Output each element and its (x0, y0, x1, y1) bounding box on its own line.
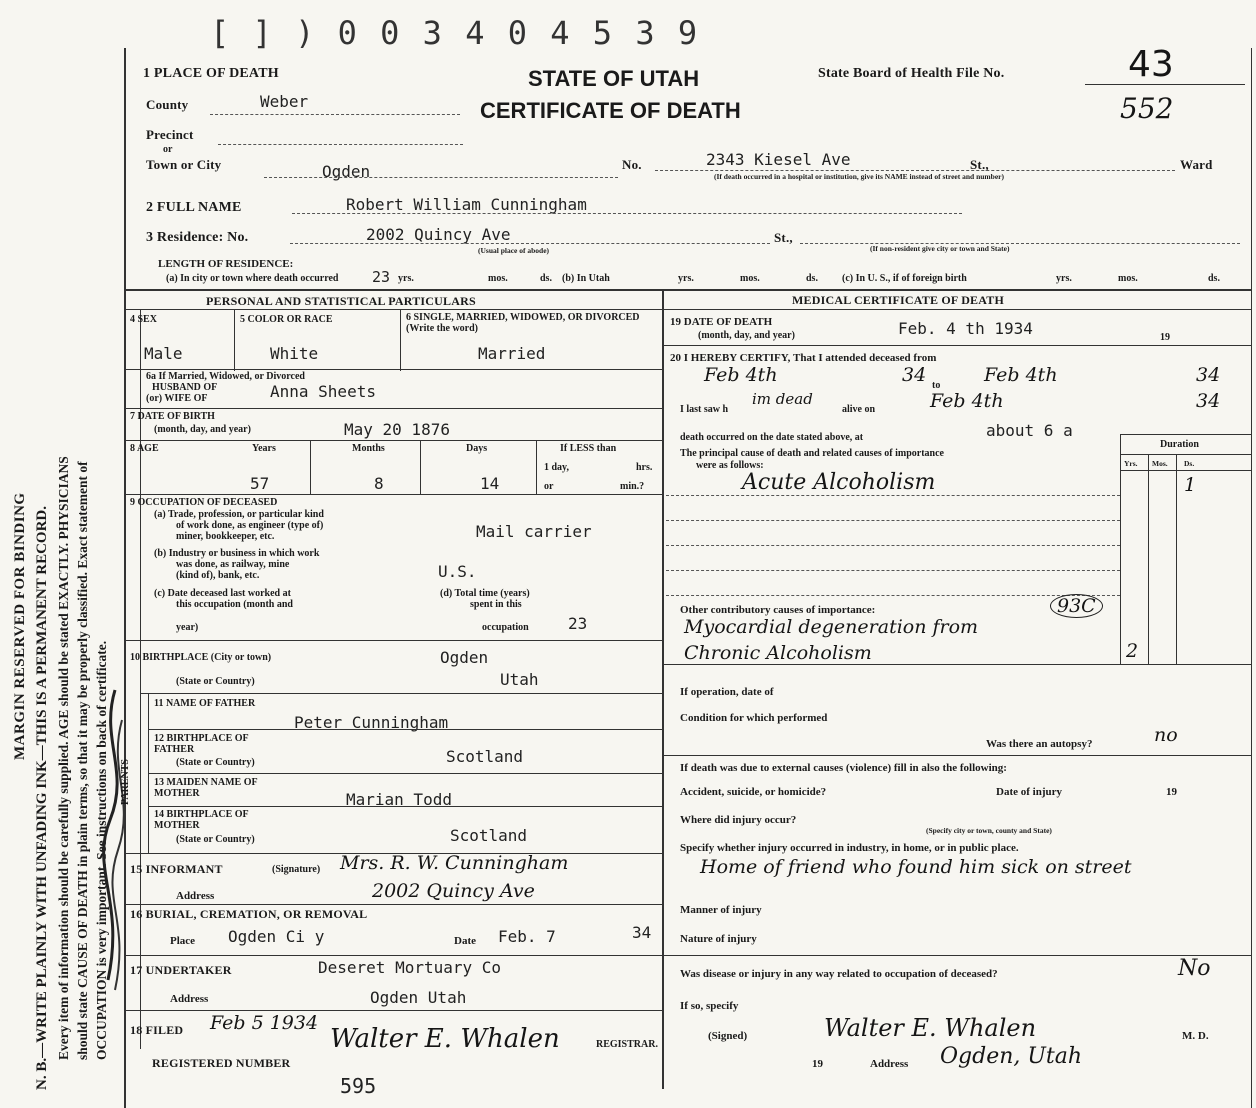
occupation-heading: 9 OCCUPATION OF DECEASED (130, 497, 278, 508)
related-value: No (1178, 956, 1211, 981)
residence-street-label: St., (774, 230, 793, 245)
or-label: or (163, 144, 173, 155)
county-label: County (146, 97, 189, 112)
age-days-label: Days (466, 443, 488, 454)
serial-number: [ ] ) 0 0 3 4 0 4 5 3 9 (210, 14, 700, 52)
residence-b-yrs: yrs. (678, 273, 694, 284)
occ-d-line3: occupation (482, 622, 529, 633)
hospital-note: (If death occurred in a hospital or institution, give its NAME instead of street and number) (714, 172, 1005, 181)
cause-label-1: The principal cause of death and related causes of importance (680, 448, 944, 459)
age-months-value: 8 (374, 474, 384, 493)
last-saw-mid: im dead (752, 390, 813, 408)
street-label: St., (970, 157, 989, 172)
injury-date-19: 19 (1166, 786, 1177, 798)
industry-value: U.S. (438, 562, 477, 581)
undertaker-address-label: Address (170, 993, 209, 1005)
last-saw-date: Feb 4th (930, 390, 1004, 412)
age-years-value: 57 (250, 474, 270, 493)
father-name-label: 11 NAME OF FATHER (154, 698, 256, 709)
last-saw-year: 34 (1196, 390, 1221, 412)
occ-b-line1: (b) Industry or business in which work (154, 548, 320, 559)
color-label: 5 COLOR OR RACE (240, 314, 333, 325)
burial-label: 16 BURIAL, CREMATION, OR REMOVAL (130, 907, 368, 921)
residence-a-years: 23 (372, 268, 391, 286)
dob-sub: (month, day, and year) (154, 424, 251, 435)
principal-cause-days: 1 (1184, 474, 1197, 496)
informant-label: 15 INFORMANT (130, 862, 223, 876)
sex-label: 4 SEX (130, 314, 157, 325)
specify-label: Specify whether injury occurred in industry, in home, or in public place. (680, 842, 1019, 854)
specify-value: Home of friend who found him sick on street (700, 856, 1132, 878)
occupation-years-value: 23 (568, 614, 588, 633)
place-of-death-heading: 1 PLACE OF DEATH (143, 66, 279, 81)
street-no-label: No. (622, 157, 642, 172)
residence-a-mos: mos. (488, 273, 508, 284)
dob-value: May 20 1876 (344, 420, 450, 439)
nonresident-note: (If non-resident give city or town and State) (870, 244, 1010, 253)
frame-left (124, 48, 126, 1108)
occ-a-line1: (a) Trade, profession, or particular kind (154, 509, 324, 520)
sex-value: Male (144, 344, 183, 363)
length-residence-label: LENGTH OF RESIDENCE: (158, 258, 294, 270)
residence-c-mos: mos. (1118, 273, 1138, 284)
residence-a-yrs: yrs. (398, 273, 414, 284)
to-label: to (932, 380, 941, 391)
age-years-label: Years (252, 443, 276, 454)
margin-signature-scrawl (90, 680, 140, 1000)
condition-label: Condition for which performed (680, 712, 828, 724)
other-cause-1: Myocardial degeneration from (684, 616, 979, 638)
attended-from-year: 34 (902, 364, 927, 386)
operation-label: If operation, date of (680, 686, 774, 698)
alive-on-label: alive on (842, 404, 876, 415)
undertaker-label: 17 UNDERTAKER (130, 963, 232, 977)
autopsy-label: Was there an autopsy? (986, 738, 1093, 750)
principal-cause: Acute Alcoholism (742, 470, 936, 495)
physician-address-label: Address (870, 1058, 909, 1070)
registered-number: 595 (340, 1074, 377, 1098)
undertaker-address: Ogden Utah (370, 988, 467, 1007)
registrar-signature: Walter E. Whalen (330, 1024, 560, 1054)
precinct-label: Precinct (146, 127, 194, 142)
father-birthplace-label: 12 BIRTHPLACE OF FATHER (154, 733, 249, 755)
full-name-value: Robert William Cunningham (346, 195, 587, 214)
signed-label: (Signed) (708, 1030, 748, 1042)
hrs-label: hrs. (636, 462, 653, 473)
occ-b-line2: was done, as railway, mine (176, 559, 290, 570)
father-birthplace: Scotland (446, 747, 524, 766)
father-name: Peter Cunningham (294, 713, 449, 732)
attended-to: Feb 4th (984, 364, 1058, 386)
duration-mos: Mos. (1152, 459, 1168, 468)
if-so-label: If so, specify (680, 1000, 739, 1012)
county-value: Weber (260, 92, 309, 111)
residence-a-label: (a) In city or town where death occurred (166, 273, 339, 284)
state-title: STATE OF UTAH (528, 66, 700, 91)
burial-place: Ogden Ci y (228, 927, 325, 946)
birthplace-state: Utah (500, 670, 539, 689)
external-label: If death was due to external causes (violence) fill in also the following: (680, 762, 1007, 774)
residence-b-label: (b) In Utah (562, 273, 610, 284)
mother-birthplace: Scotland (450, 826, 528, 845)
file-sub-number: 552 (1120, 92, 1174, 125)
where-sub: (Specify city or town, county and State) (926, 826, 1052, 835)
time-of-death: about 6 a (986, 421, 1073, 440)
injury-date-label: Date of injury (996, 786, 1062, 798)
informant-address-label: Address (176, 890, 215, 902)
manner-label: Manner of injury (680, 904, 762, 916)
occ-c-line2: this occupation (month and (176, 599, 293, 610)
mother-name-label: 13 MAIDEN NAME OF MOTHER (154, 777, 258, 799)
occurred-label: death occurred on the date stated above, at (680, 432, 864, 443)
age-months-label: Months (352, 443, 385, 454)
burial-year: 34 (632, 923, 652, 942)
physician-19: 19 (812, 1058, 823, 1070)
dob-label: 7 DATE OF BIRTH (130, 411, 215, 422)
age-label: 8 AGE (130, 443, 159, 454)
residence-b-mos: mos. (740, 273, 760, 284)
signature-label: (Signature) (272, 864, 321, 875)
physician-address: Ogden, Utah (940, 1044, 1083, 1069)
occupation-value: Mail carrier (476, 522, 592, 541)
mother-birthplace-label: 14 BIRTHPLACE OF MOTHER (154, 809, 249, 831)
date-of-death-label: 19 DATE OF DEATH (670, 316, 773, 328)
marital-value: Married (478, 344, 546, 363)
less-than-label: If LESS than (560, 443, 617, 454)
nb-instruction: N. B.—WRITE PLAINLY WITH UNFADING INK—THIS IS A PERMANENT RECORD. (34, 506, 50, 1090)
filed-value: Feb 5 1934 (210, 1012, 319, 1034)
medical-heading: MEDICAL CERTIFICATE OF DEATH (792, 293, 1004, 307)
last-saw-label: I last saw h (680, 404, 729, 415)
father-birthplace-sub: (State or Country) (176, 757, 255, 768)
instruction-line-3: OCCUPATION is very important. See instructions on back of certificate. (94, 640, 109, 1060)
birthplace-city: Ogden (440, 648, 489, 667)
other-causes-label: Other contributory causes of importance: (680, 604, 876, 616)
birthplace-label: 10 BIRTHPLACE (City or town) (130, 652, 272, 663)
filed-label: 18 FILED (130, 1023, 184, 1037)
cause-code: 93C (1050, 594, 1103, 618)
undertaker-value: Deseret Mortuary Co (318, 958, 502, 977)
other-cause-years: 2 (1126, 640, 1139, 662)
burial-place-label: Place (170, 935, 196, 947)
death-address: 2343 Kiesel Ave (706, 150, 851, 169)
occ-d-line1: (d) Total time (years) (440, 588, 530, 599)
burial-date-label: Date (454, 935, 476, 947)
certify-label: 20 I HEREBY CERTIFY, That I attended deceased from (670, 352, 937, 364)
burial-date: Feb. 7 (498, 927, 556, 946)
related-label: Was disease or injury in any way related to occupation of deceased? (680, 968, 998, 980)
mother-birthplace-sub: (State or Country) (176, 834, 255, 845)
spouse-label-3: (or) WIFE OF (146, 393, 208, 404)
usual-abode-note: (Usual place of abode) (478, 246, 550, 255)
date-of-death-19: 19 (1160, 332, 1170, 343)
residence-b-ds: ds. (806, 273, 818, 284)
informant-signature: Mrs. R. W. Cunningham (340, 852, 569, 874)
spouse-value: Anna Sheets (270, 382, 376, 401)
occ-c-line1: (c) Date deceased last worked at (154, 588, 291, 599)
date-of-death: Feb. 4 th 1934 (898, 319, 1033, 338)
birthplace-state-label: (State or Country) (176, 676, 255, 687)
file-number: 43 (1128, 44, 1174, 85)
residence-value: 2002 Quincy Ave (366, 225, 511, 244)
residence-label: 3 Residence: No. (146, 230, 249, 245)
duration-yrs: Yrs. (1124, 459, 1138, 468)
instruction-line-1: Every item of information should be carefully supplied. AGE should be stated EXACTLY. PHYSICIANS (56, 456, 71, 1060)
date-of-death-sub: (month, day, and year) (698, 330, 795, 341)
md-label: M. D. (1182, 1030, 1209, 1042)
informant-address: 2002 Quincy Ave (372, 880, 535, 902)
parents-label: PARENTS (120, 759, 131, 805)
occ-b-line3: (kind of), bank, etc. (176, 570, 260, 581)
town-label: Town or City (146, 157, 222, 172)
full-name-label: 2 FULL NAME (146, 200, 242, 215)
color-value: White (270, 344, 319, 363)
nature-label: Nature of injury (680, 933, 757, 945)
occ-c-line3: year) (176, 622, 199, 633)
instruction-line-2: should state CAUSE OF DEATH in plain terms, so that it may be properly classified. Exact statement of (75, 461, 90, 1060)
residence-c-label: (c) In U. S., if of foreign birth (842, 273, 967, 284)
residence-c-ds: ds. (1208, 273, 1220, 284)
occ-a-line2: of work done, as engineer (type of) (176, 520, 324, 531)
certificate-title: CERTIFICATE OF DEATH (480, 98, 741, 123)
cause-label-2: were as follows: (696, 460, 764, 471)
residence-a-ds: ds. (540, 273, 552, 284)
or-min-label: or (544, 481, 554, 492)
marital-label: 6 SINGLE, MARRIED, WIDOWED, OR DIVORCED (Write the word) (406, 312, 640, 334)
spouse-label-1: 6a If Married, Widowed, or Divorced (146, 371, 305, 382)
binding-margin-text: MARGIN RESERVED FOR BINDING (12, 492, 28, 760)
duration-ds: Ds. (1184, 459, 1195, 468)
duration-label: Duration (1160, 439, 1199, 450)
accident-label: Accident, suicide, or homicide? (680, 786, 827, 798)
spouse-label-2: HUSBAND OF (152, 382, 218, 393)
min-label: min.? (620, 481, 645, 492)
occ-a-line3: miner, bookkeeper, etc. (176, 531, 275, 542)
town-value: Ogden (322, 162, 371, 181)
attended-to-year: 34 (1196, 364, 1221, 386)
autopsy-value: no (1154, 724, 1178, 746)
file-number-label: State Board of Health File No. (818, 66, 1005, 81)
mother-name: Marian Todd (346, 790, 452, 809)
other-cause-2: Chronic Alcoholism (684, 642, 872, 664)
registrar-label: REGISTRAR. (596, 1039, 658, 1050)
physician-signature: Walter E. Whalen (824, 1014, 1037, 1042)
residence-c-yrs: yrs. (1056, 273, 1072, 284)
occ-d-line2: spent in this (470, 599, 522, 610)
center-divider (662, 289, 664, 1089)
attended-from: Feb 4th (704, 364, 778, 386)
frame-right (1251, 48, 1252, 1108)
age-days-value: 14 (480, 474, 500, 493)
ward-label: Ward (1180, 157, 1213, 172)
one-day-label: 1 day, (544, 462, 570, 473)
registered-number-label: REGISTERED NUMBER (152, 1056, 291, 1070)
where-label: Where did injury occur? (680, 814, 797, 826)
personal-heading: PERSONAL AND STATISTICAL PARTICULARS (206, 294, 476, 308)
